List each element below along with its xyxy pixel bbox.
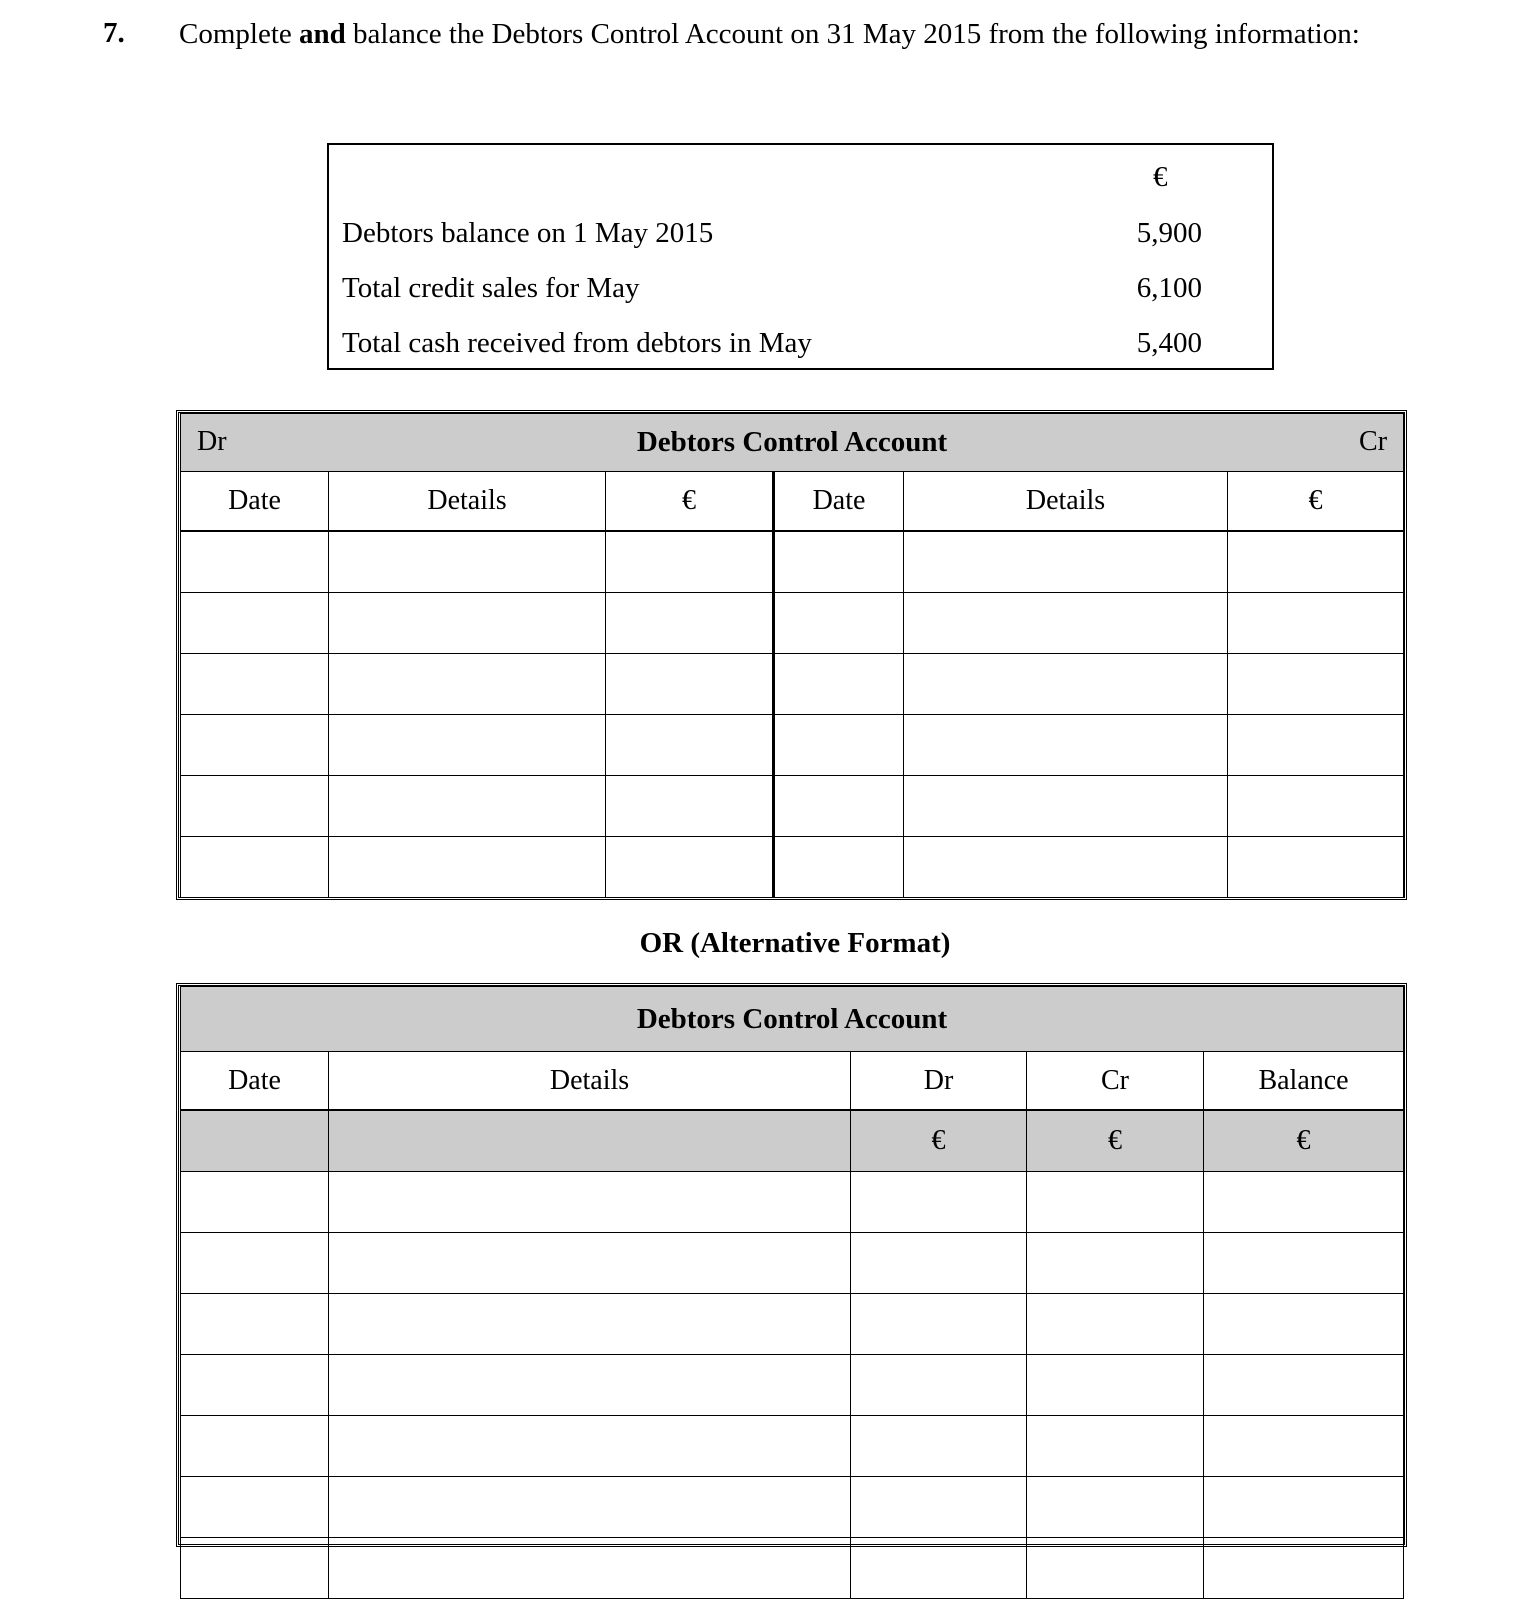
header-details-cr: Details [904,472,1228,532]
entry-cell[interactable] [181,1172,329,1233]
entry-cell[interactable] [1027,1172,1204,1233]
info-row [342,217,1262,253]
table-row [181,837,1404,898]
entry-cell[interactable] [904,837,1228,898]
entry-cell[interactable] [606,776,774,837]
entry-cell[interactable] [851,1233,1027,1294]
entry-cell[interactable] [329,531,606,593]
cr-label: Cr [1359,426,1388,457]
table-row [181,1294,1404,1355]
currency-dr: € [851,1110,1027,1172]
entry-cell[interactable] [329,837,606,898]
entry-cell[interactable] [851,1477,1027,1538]
entry-cell[interactable] [1204,1172,1404,1233]
entry-cell[interactable] [181,1294,329,1355]
info-row [342,272,1262,308]
info-amount: 6,100 [1136,272,1202,304]
entry-cell[interactable] [329,593,606,654]
entry-cell[interactable] [1204,1294,1404,1355]
entry-cell[interactable] [851,1538,1027,1599]
entry-cell[interactable] [774,593,904,654]
entry-cell[interactable] [1228,776,1404,837]
info-label: Total cash received from debtors in May [342,327,812,359]
entry-cell[interactable] [329,776,606,837]
entry-cell[interactable] [181,1416,329,1477]
header-date: Date [181,1052,329,1111]
question-number: 7. [103,17,125,49]
entry-cell[interactable] [606,715,774,776]
entry-cell[interactable] [904,776,1228,837]
header-cr: Cr [1027,1052,1204,1111]
entry-cell[interactable] [181,1355,329,1416]
table-row [181,1233,1404,1294]
entry-cell[interactable] [1228,837,1404,898]
currency-balance: € [1204,1110,1404,1172]
entry-cell[interactable] [774,776,904,837]
table-row [181,1477,1404,1538]
entry-cell[interactable] [1027,1477,1204,1538]
header-euro-cr: € [1228,472,1404,532]
entry-cell[interactable] [1027,1355,1204,1416]
account1-title: Debtors Control Account [636,426,948,458]
or-alternative-title: OR (Alternative Format) [639,927,951,959]
entry-cell[interactable] [606,593,774,654]
entry-cell[interactable] [1228,654,1404,715]
entry-cell[interactable] [181,776,329,837]
entry-cell[interactable] [329,715,606,776]
entry-cell[interactable] [329,654,606,715]
entry-cell[interactable] [181,715,329,776]
currency-row-blank [329,1110,851,1172]
entry-cell[interactable] [181,654,329,715]
entry-cell[interactable] [904,593,1228,654]
entry-cell[interactable] [904,531,1228,593]
entry-cell[interactable] [1204,1416,1404,1477]
info-amount: 5,400 [1136,327,1202,359]
entry-cell[interactable] [851,1294,1027,1355]
entry-cell[interactable] [329,1172,851,1233]
entry-cell[interactable] [329,1477,851,1538]
header-date-dr: Date [181,472,329,532]
entry-cell[interactable] [329,1538,851,1599]
entry-cell[interactable] [1228,593,1404,654]
header-details-dr: Details [329,472,606,532]
entry-cell[interactable] [1027,1233,1204,1294]
entry-cell[interactable] [1027,1294,1204,1355]
entry-cell[interactable] [851,1172,1027,1233]
entry-cell[interactable] [1204,1233,1404,1294]
entry-cell[interactable] [329,1233,851,1294]
entry-cell[interactable] [181,1233,329,1294]
entry-cell[interactable] [1027,1538,1204,1599]
entry-cell[interactable] [181,531,329,593]
entry-cell[interactable] [181,1477,329,1538]
info-currency-header: € [1153,161,1168,193]
dr-label: Dr [197,426,227,457]
table-row [181,1538,1404,1599]
entry-cell[interactable] [606,654,774,715]
entry-cell[interactable] [329,1355,851,1416]
entry-cell[interactable] [1228,531,1404,593]
info-label: Total credit sales for May [342,272,640,304]
entry-cell[interactable] [774,531,904,593]
entry-cell[interactable] [181,837,329,898]
entry-cell[interactable] [904,715,1228,776]
table-row [181,1355,1404,1416]
entry-cell[interactable] [1204,1355,1404,1416]
header-date-cr: Date [774,472,904,532]
account1-title-bar [181,414,1404,472]
entry-cell[interactable] [1027,1416,1204,1477]
entry-cell[interactable] [1228,715,1404,776]
header-euro-dr: € [606,472,774,532]
question-text: Complete and balance the Debtors Control Account on 31 May 2015 from the following information: [179,18,1360,50]
entry-cell[interactable] [1204,1538,1404,1599]
entry-cell[interactable] [774,837,904,898]
header-details: Details [329,1052,851,1111]
info-box [327,143,1274,370]
entry-cell[interactable] [851,1355,1027,1416]
table-row [181,593,1404,654]
table-row [181,1416,1404,1477]
entry-cell[interactable] [774,715,904,776]
entry-cell[interactable] [1204,1477,1404,1538]
entry-cell[interactable] [181,593,329,654]
debtors-control-account-running-balance [180,986,1404,1599]
account2-title: Debtors Control Account [181,987,1404,1052]
info-row [342,327,1262,363]
entry-cell[interactable] [904,654,1228,715]
header-balance: Balance [1204,1052,1404,1111]
entry-cell[interactable] [851,1416,1027,1477]
table-row [181,1172,1404,1233]
header-dr: Dr [851,1052,1027,1111]
currency-row-blank [181,1110,329,1172]
entry-cell[interactable] [329,1294,851,1355]
entry-cell[interactable] [181,1538,329,1599]
info-label: Debtors balance on 1 May 2015 [342,217,714,249]
debtors-control-account-t [180,413,1404,898]
entry-cell[interactable] [606,531,774,593]
table-row [181,531,1404,593]
table-row [181,654,1404,715]
table-row [181,715,1404,776]
table-row [181,776,1404,837]
entry-cell[interactable] [329,1416,851,1477]
entry-cell[interactable] [774,654,904,715]
info-amount: 5,900 [1136,217,1202,249]
entry-cell[interactable] [606,837,774,898]
currency-cr: € [1027,1110,1204,1172]
